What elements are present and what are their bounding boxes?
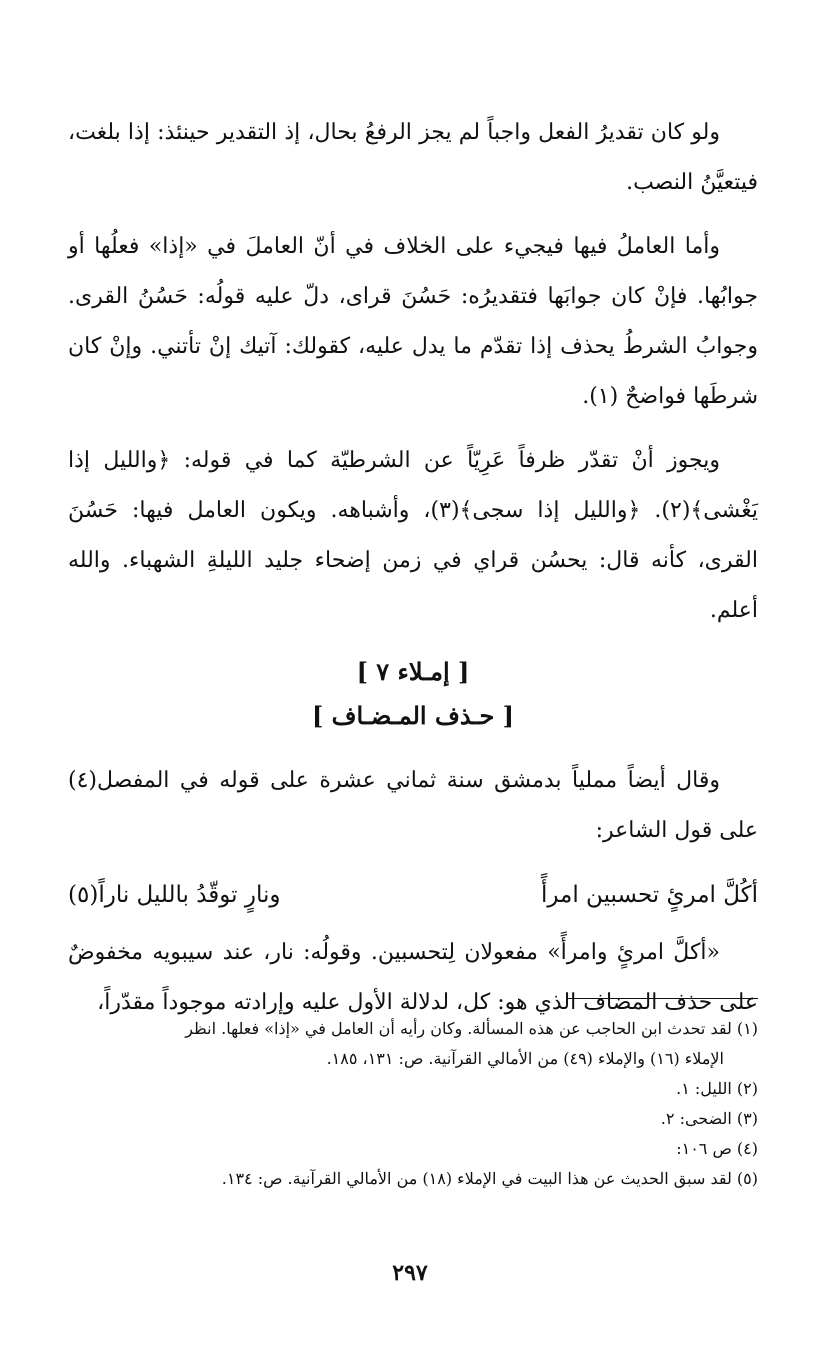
footnote-1-continued: الإملاء (١٦) والإملاء (٤٩) من الأمالي القرآنية. ص: ١٣١، ١٨٥. bbox=[326, 1049, 724, 1068]
section-heading-title: [ حـذف المـضـاف ] bbox=[311, 701, 515, 730]
paragraph-3: ويجوز أنْ تقدّر ظرفاً عَرِيّاً عن الشرطيّة كما في قوله: ﴿والليل إذا يَغْشى﴾(٢). ﴿والليل إذا سجى﴾(٣)، وأشباهه. ويكون العامل فيها: حَسُنَ القرى، كأنه قال: يحسُن قراي في زمن إضحاء جليد الليلةِ الشهباء. والله أعلم. bbox=[68, 448, 758, 623]
section-heading-number: [ إمـلاء ٧ ] bbox=[356, 657, 470, 686]
intro-paragraph: وقال أيضاً مملياً بدمشق سنة ثماني عشرة على قوله في المفصل(٤) على قول الشاعر: bbox=[68, 768, 758, 843]
main-text bbox=[68, 108, 758, 1042]
footnote-1: (١) لقد تحدث ابن الحاجب عن هذه المسألة. وكان رأيه أن العامل في «إذا» فعلها. انظر bbox=[185, 1019, 758, 1038]
footnote-5: (٥) لقد سبق الحديث عن هذا البيت في الإملاء (١٨) من الأمالي القرآنية. ص: ١٣٤. bbox=[221, 1169, 758, 1188]
footnote-2: (٢) الليل: ١. bbox=[676, 1079, 758, 1098]
footnote-3: (٣) الضحى: ٢. bbox=[660, 1109, 758, 1128]
verse-second-hemistich: ونارٍ توقّدُ بالليل ناراً(٥) bbox=[68, 882, 281, 908]
poetry-verse bbox=[68, 870, 758, 920]
closing-paragraph: «أكلَّ امرئٍ وامرأً» مفعولان لِتحسبين. وقولُه: نار، عند سيبويه مخفوضٌ على حذف المضاف الذي هو: كل، لدلالة الأول عليه وإرادته موجوداً مقدّراً، bbox=[68, 940, 758, 1015]
verse-first-hemistich: أكُلَّ امرئٍ تحسبين امرأً bbox=[540, 882, 758, 908]
page-number: ٢٩٧ bbox=[392, 1260, 428, 1286]
footnotes bbox=[68, 1014, 758, 1194]
section-headings bbox=[68, 650, 758, 738]
footnote-4: (٤) ص ١٠٦: bbox=[676, 1139, 758, 1158]
paragraph-2: وأما العاملُ فيها فيجيء على الخلاف في أنّ العاملَ في «إذا» فعلُها أو جوابُها. فإنْ كان جوابَها فتقديرُه: حَسُنَ قراى، دلّ عليه قولُه: حَسُنُ القرى. وجوابُ الشرطُ يحذف إذا تقدّم ما يدل عليه، كقولك: آتيك إنْ تأتني. وإنْ كان شرطَها فواضحٌ (١). bbox=[68, 234, 758, 409]
paragraph-1: ولو كان تقديرُ الفعل واجباً لم يجز الرفعُ بحال، إذ التقدير حينئذ: إذا بلغت، فيتعيَّنُ النصب. bbox=[68, 120, 758, 195]
footnote-divider bbox=[568, 998, 758, 999]
